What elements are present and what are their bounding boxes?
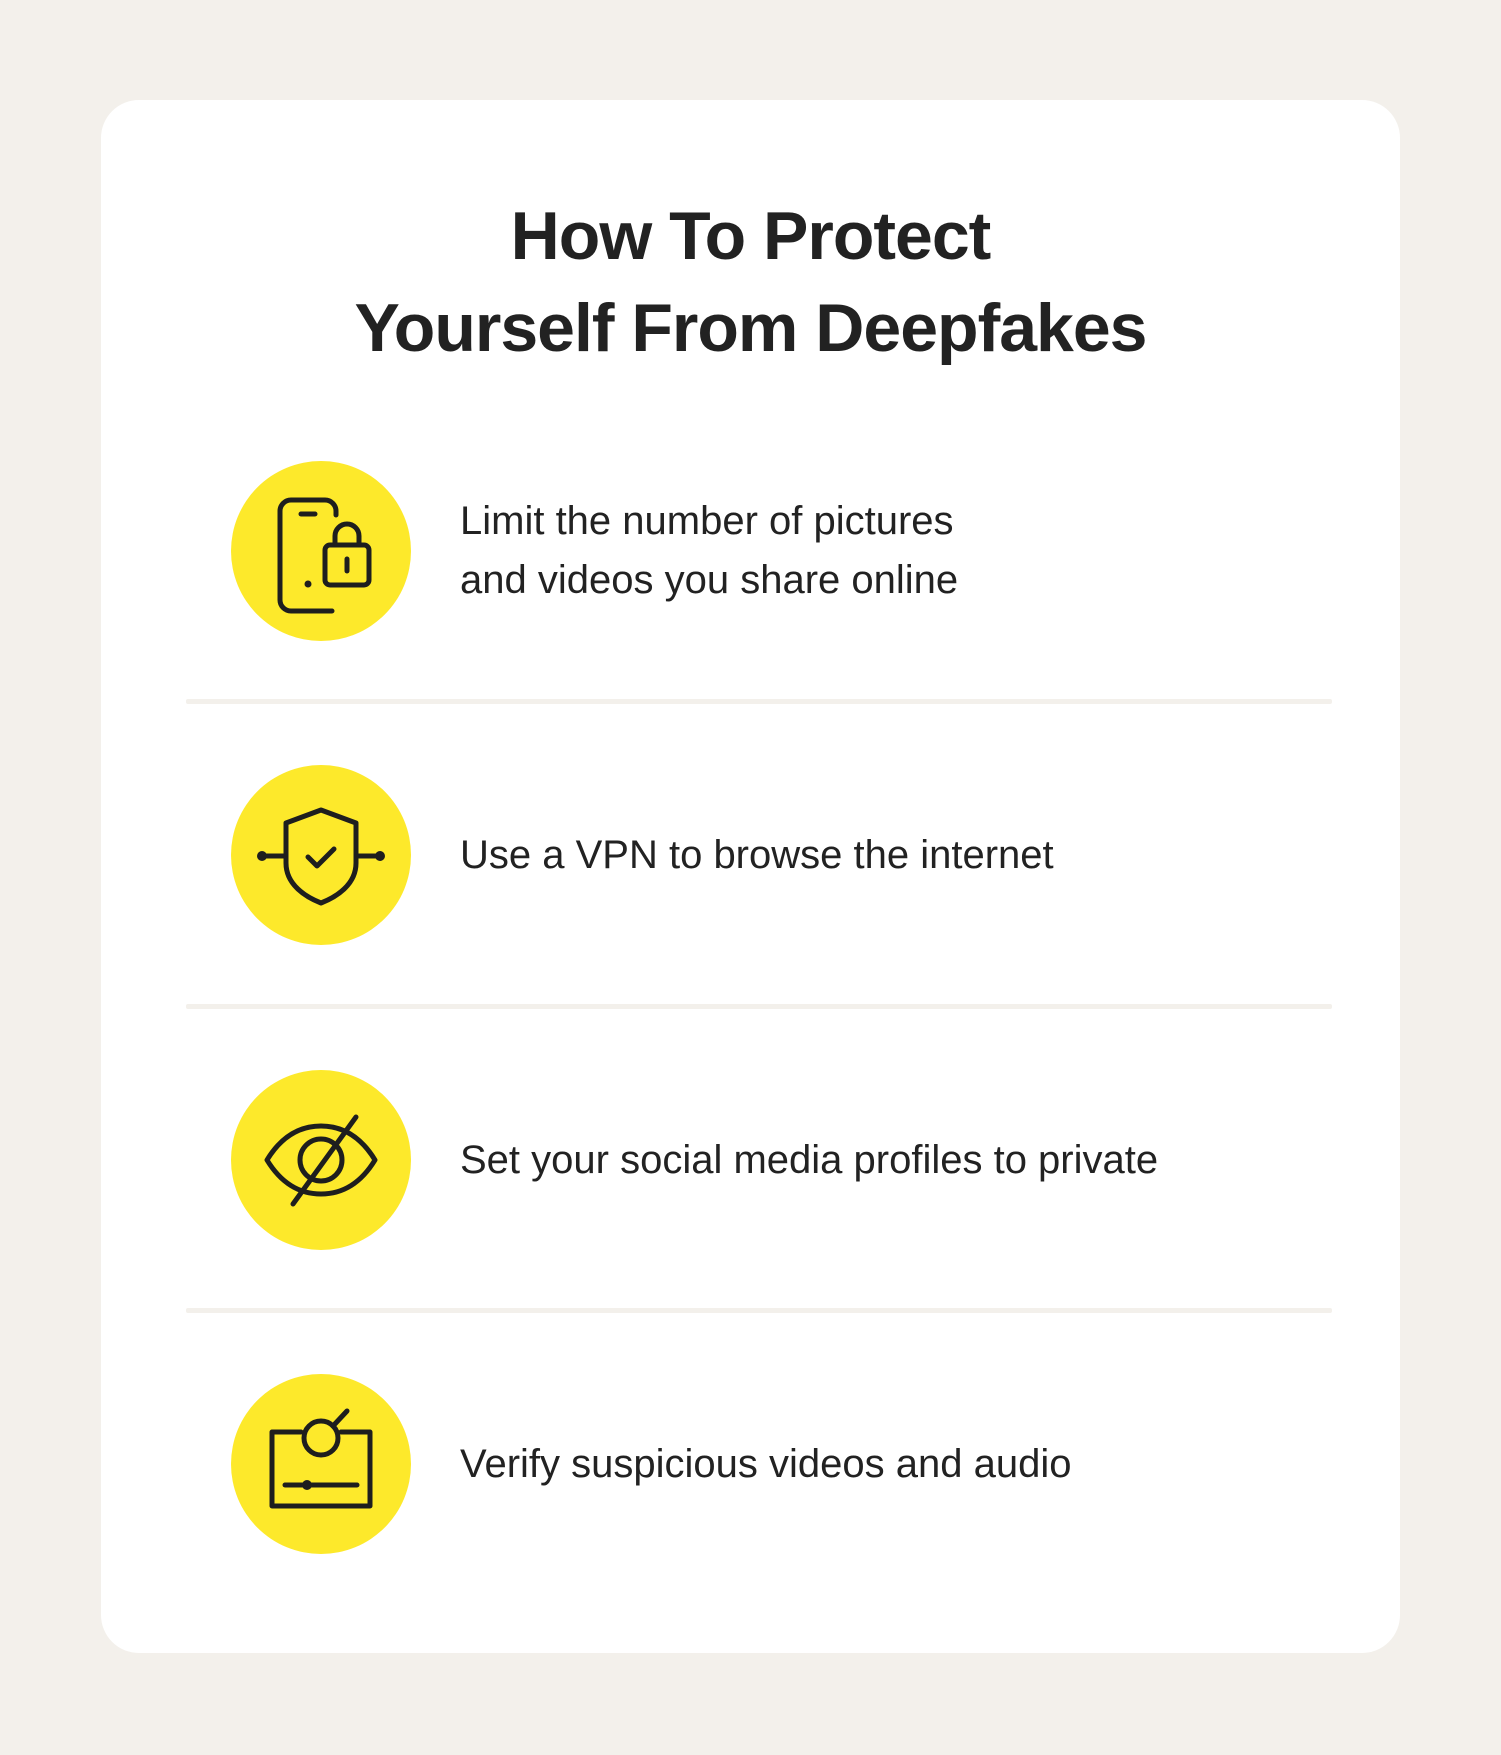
divider (186, 1004, 1332, 1009)
list-item-private-profiles (231, 1070, 1331, 1250)
infographic-card (101, 100, 1400, 1653)
phone-lock-icon (231, 461, 411, 641)
list-item-use-vpn (231, 765, 1331, 945)
icon-badge (231, 765, 411, 945)
shield-check-icon (231, 765, 411, 945)
icon-badge (231, 1374, 411, 1554)
item-text: Verify suspicious videos and audio (460, 1441, 1072, 1486)
item-text: Limit the number of pictures and videos you share online (460, 499, 959, 602)
title-line-1: How To Protect (510, 198, 991, 274)
item-text: Use a VPN to browse the internet (460, 832, 1054, 877)
divider (186, 699, 1332, 704)
icon-badge (231, 461, 411, 641)
list-item-limit-sharing (231, 461, 1331, 641)
eye-slash-icon (231, 1070, 411, 1250)
list-item-verify-media (231, 1374, 1331, 1554)
icon-badge (231, 1070, 411, 1250)
divider (186, 1308, 1332, 1313)
item-text: Set your social media profiles to private (460, 1137, 1159, 1182)
video-verify-icon (231, 1374, 411, 1554)
page-title (101, 190, 1400, 374)
title-line-2: Yourself From Deepfakes (354, 290, 1147, 366)
